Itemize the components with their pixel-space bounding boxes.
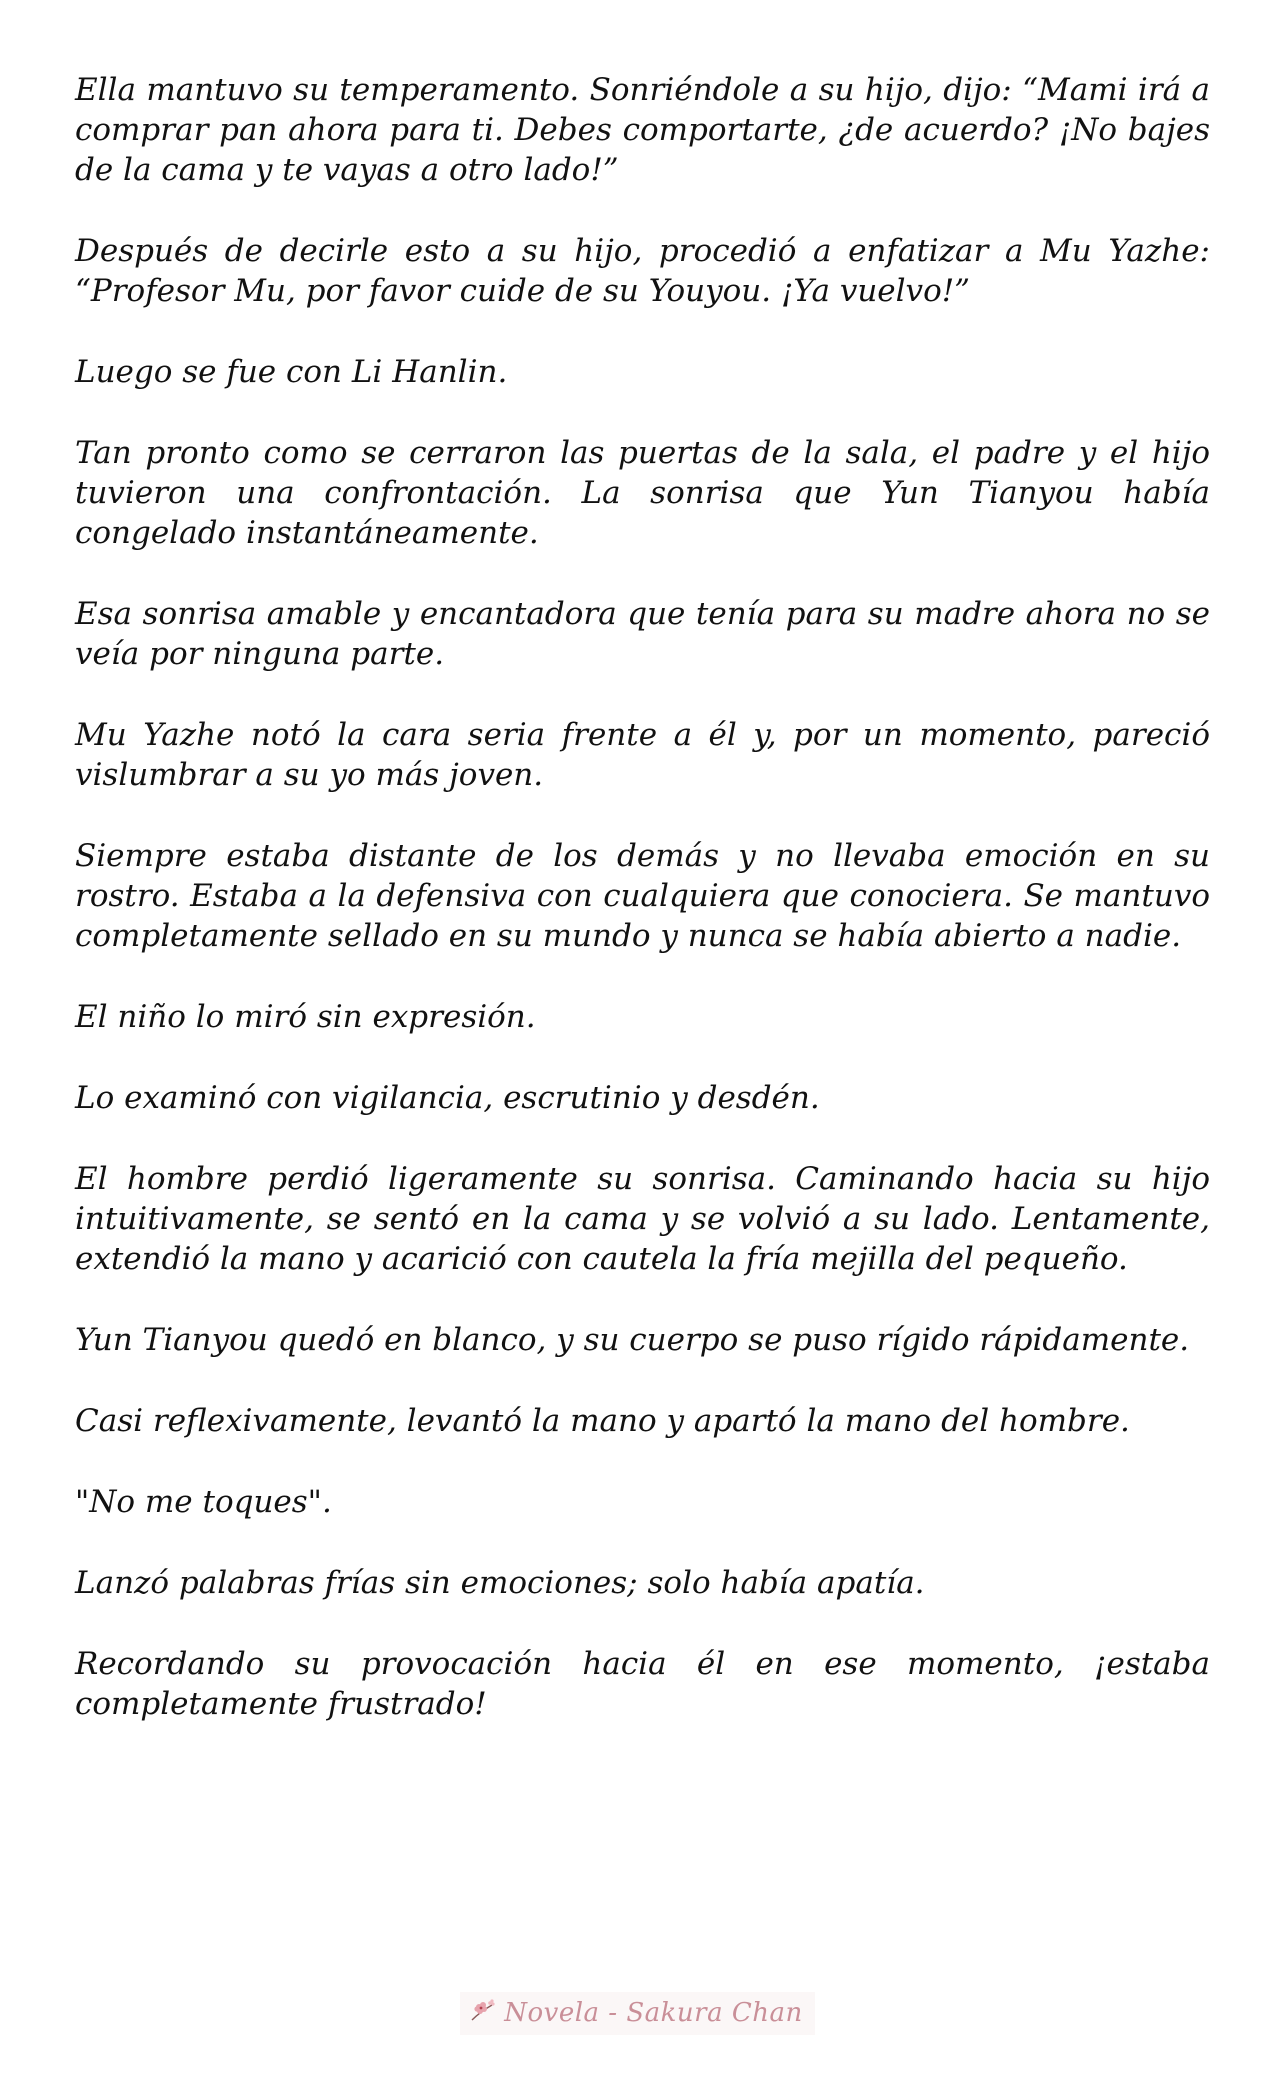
paragraph: Yun Tianyou quedó en blanco, y su cuerpo se puso rígido rápidamente. bbox=[75, 1322, 1190, 1358]
paragraph: Tan pronto como se cerraron las puertas de la sala, el padre y el hijo tuvieron una confrontación. La sonrisa que Yun Tianyou había congelado instantáneamente. bbox=[75, 435, 1210, 551]
footer-watermark bbox=[0, 1990, 1275, 2036]
paragraph: Recordando su provocación hacia él en ese momento, ¡estaba completamente frustrado! bbox=[75, 1646, 1210, 1722]
paragraph: Lanzó palabras frías sin emociones; solo había apatía. bbox=[75, 1565, 925, 1601]
paragraph: Después de decirle esto a su hijo, procedió a enfatizar a Mu Yazhe: “Profesor Mu, por favor cuide de su Youyou. ¡Ya vuelvo!” bbox=[75, 233, 1210, 309]
watermark-text: Novela - Sakura Chan bbox=[504, 1998, 803, 2028]
paragraph: "No me toques". bbox=[75, 1484, 332, 1520]
paragraph: El hombre perdió ligeramente su sonrisa. Caminando hacia su hijo intuitivamente, se sentó en la cama y se volvió a su lado. Lentamente, extendió la mano y acarició con cautela la fría mejilla del pequeño. bbox=[75, 1161, 1210, 1277]
paragraph: Casi reflexivamente, levantó la mano y apartó la mano del hombre. bbox=[75, 1403, 1130, 1439]
sakura-flower-icon bbox=[468, 1996, 498, 2031]
watermark-box bbox=[460, 1992, 815, 2035]
paragraph: Siempre estaba distante de los demás y no llevaba emoción en su rostro. Estaba a la defensiva con cualquiera que conociera. Se mantuvo completamente sellado en su mundo y nunca se había abierto a nadie. bbox=[75, 838, 1210, 954]
paragraph: Luego se fue con Li Hanlin. bbox=[75, 354, 508, 390]
paragraph: El niño lo miró sin expresión. bbox=[75, 999, 536, 1035]
document-body bbox=[75, 70, 1210, 1765]
paragraph: Ella mantuvo su temperamento. Sonriéndole a su hijo, dijo: “Mami irá a comprar pan ahora para ti. Debes comportarte, ¿de acuerdo? ¡No bajes de la cama y te vayas a otro lado!” bbox=[75, 72, 1210, 188]
paragraph: Esa sonrisa amable y encantadora que tenía para su madre ahora no se veía por ninguna parte. bbox=[75, 596, 1210, 672]
paragraph: Mu Yazhe notó la cara seria frente a él y, por un momento, pareció vislumbrar a su yo más joven. bbox=[75, 717, 1210, 793]
paragraph: Lo examinó con vigilancia, escrutinio y desdén. bbox=[75, 1080, 820, 1116]
